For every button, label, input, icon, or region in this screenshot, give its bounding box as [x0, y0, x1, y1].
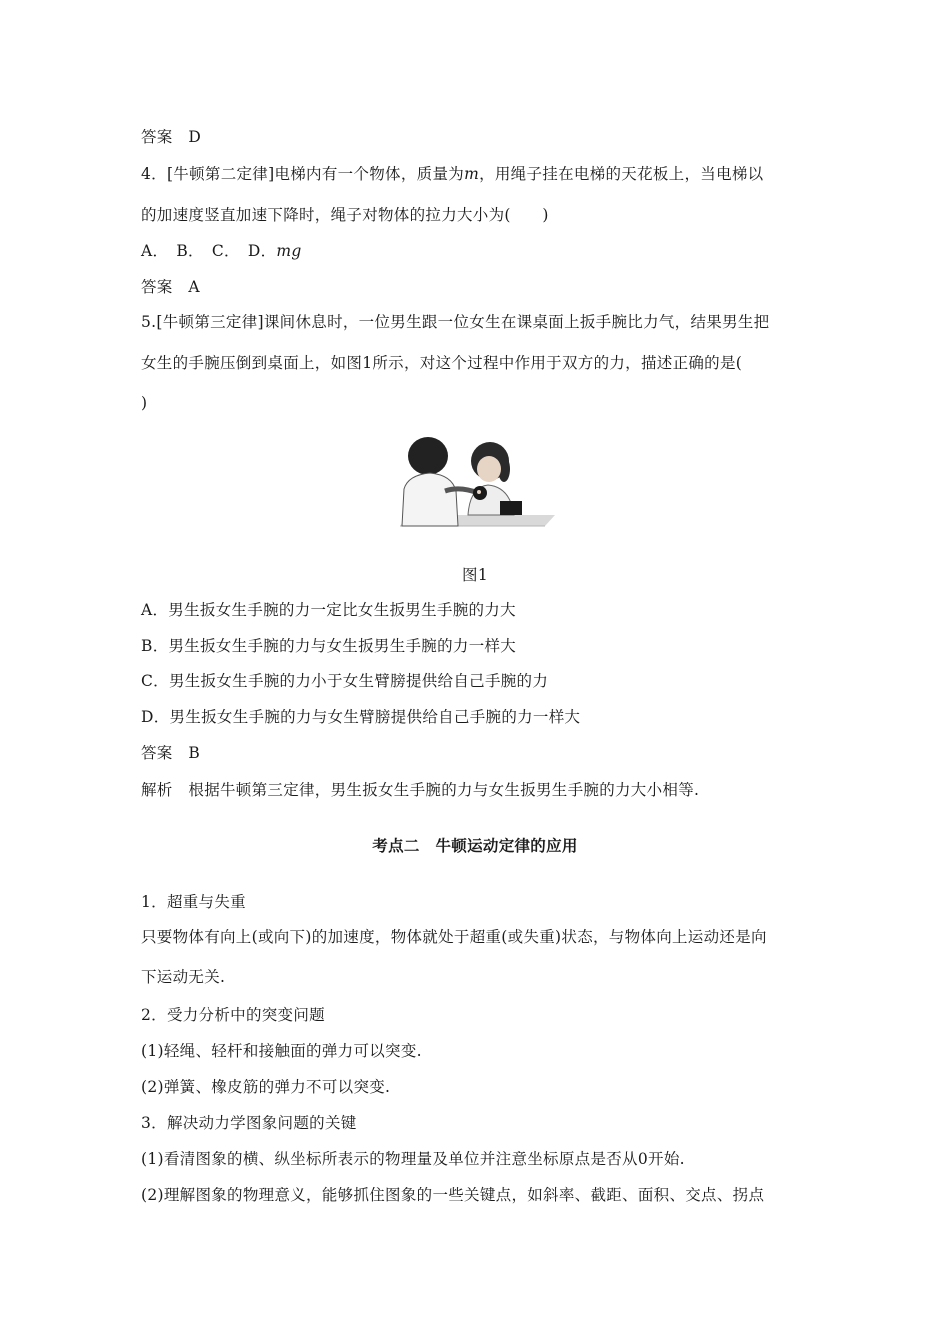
section-item: (1)看清图象的横、纵坐标所表示的物理量及单位并注意坐标原点是否从0开始.	[141, 1150, 685, 1168]
q3-answer: 答案 D	[141, 128, 202, 146]
q5-analysis: 解析 根据牛顿第三定律，男生扳女生手腕的力与女生扳男生手腕的力大小相等.	[141, 781, 700, 799]
q4-option-mg: mg	[276, 242, 302, 260]
q5-option-c: C．男生扳女生手腕的力小于女生臂膀提供给自己手腕的力	[141, 672, 549, 690]
section-item: 3．解决动力学图象问题的关键	[141, 1114, 357, 1132]
section-item: 1．超重与失重	[141, 893, 246, 911]
q5-stem-line1: 5.[牛顿第三定律]课间休息时，一位男生跟一位女生在课桌面上扳手腕比力气，结果男生把	[141, 313, 770, 331]
q5-stem-line2: 女生的手腕压倒到桌面上，如图1所示，对这个过程中作用于双方的力，描述正确的是(	[141, 354, 743, 372]
section-title: 考点二 牛顿运动定律的应用	[372, 837, 578, 855]
q5-option-a: A．男生扳女生手腕的力一定比女生扳男生手腕的力大	[141, 601, 516, 619]
q4-stem-line1	[141, 164, 821, 184]
q4-options	[141, 241, 821, 261]
arm-wrestling-photo	[390, 431, 560, 531]
section-item: 只要物体有向上(或向下)的加速度，物体就处于超重(或失重)状态，与物体向上运动还是向	[141, 928, 767, 946]
q4-stem-pre: 4．[牛顿第二定律]电梯内有一个物体，质量为	[141, 165, 465, 183]
section-item: 下运动无关.	[141, 968, 226, 986]
q5-answer: 答案 B	[141, 744, 201, 762]
q4-answer: 答案 A	[141, 278, 200, 296]
q4-stem-post: ，用绳子挂在电梯的天花板上，当电梯以	[479, 165, 764, 183]
q4-stem-line2: 的加速度竖直加速下降时，绳子对物体的拉力大小为( )	[141, 206, 549, 224]
q4-options-labels: A． B． C． D．	[141, 242, 277, 260]
section-item: (1)轻绳、轻杆和接触面的弹力可以突变.	[141, 1042, 422, 1060]
figure-caption: 图1	[462, 566, 488, 584]
q5-option-b: B．男生扳女生手腕的力与女生扳男生手腕的力一样大	[141, 637, 517, 655]
section-item: 2．受力分析中的突变问题	[141, 1006, 325, 1024]
q5-stem-line3: )	[141, 394, 148, 412]
q4-mass-symbol: m	[464, 165, 480, 183]
section-item: (2)理解图象的物理意义，能够抓住图象的一些关键点，如斜率、截距、面积、交点、拐点	[141, 1186, 765, 1204]
section-item: (2)弹簧、橡皮筋的弹力不可以突变.	[141, 1078, 391, 1096]
q5-option-d: D．男生扳女生手腕的力与女生臂膀提供给自己手腕的力一样大	[141, 708, 581, 726]
